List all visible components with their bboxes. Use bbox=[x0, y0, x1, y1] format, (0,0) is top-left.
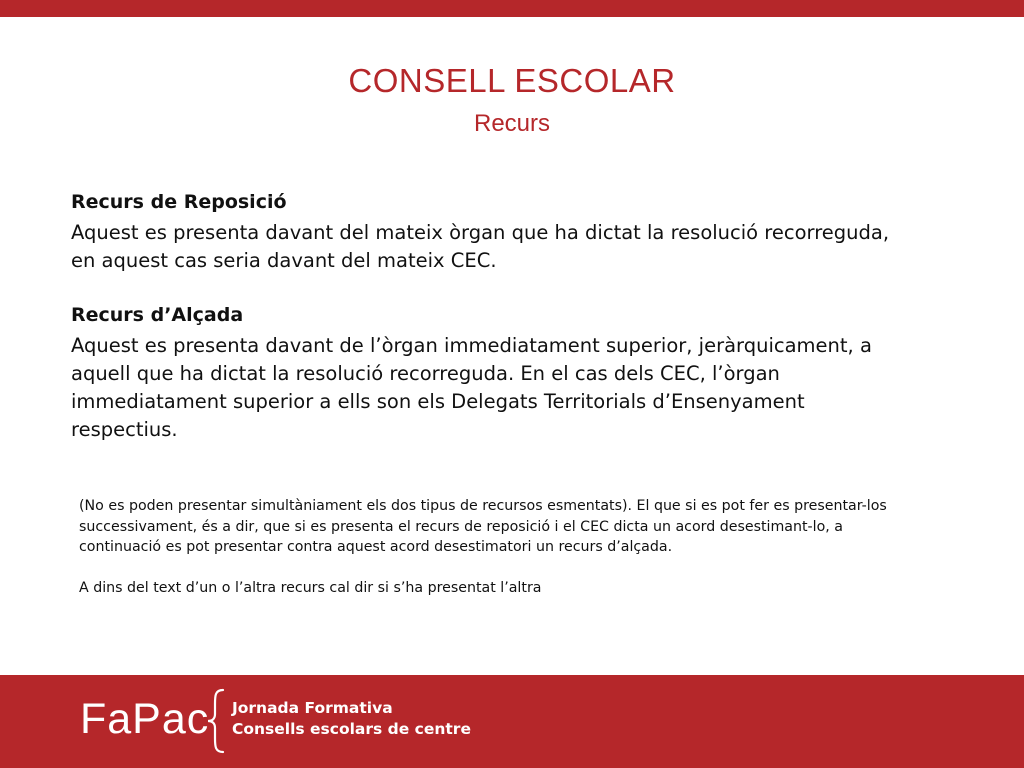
footer-line-event: Jornada Formativa bbox=[232, 699, 393, 717]
notes-block bbox=[79, 496, 899, 598]
fapac-logo-text: FaPac bbox=[80, 695, 210, 743]
section-body: Aquest es presenta davant del mateix òrgan que ha dictat la resolució recorreguda, en aquest cas seria davant del mateix CEC. bbox=[71, 221, 890, 272]
section-recurs-reposicio bbox=[71, 189, 901, 275]
note-paragraph: (No es poden presentar simultàniament els dos tipus de recursos esmentats). El que si es pot fer es presentar-los successivament, és a dir, que si es presenta el recurs de reposició i el CEC dicta un acord desestimant-lo, a continuació es pot presentar contra aquest acord desestimatori un recurs d’alçada. bbox=[79, 498, 887, 555]
section-heading: Recurs d’Alçada bbox=[71, 304, 244, 326]
section-recurs-alcada bbox=[71, 302, 901, 444]
footer-line-topic: Consells escolars de centre bbox=[232, 720, 471, 738]
section-heading: Recurs de Reposició bbox=[71, 191, 287, 213]
note-paragraph: A dins del text d’un o l’altra recurs cal dir si s’ha presentat l’altra bbox=[79, 579, 542, 596]
top-accent-bar bbox=[0, 0, 1024, 17]
slide-title: CONSELL ESCOLAR bbox=[348, 62, 676, 99]
curly-brace-icon bbox=[205, 688, 229, 754]
slide-subtitle: Recurs bbox=[473, 110, 551, 137]
section-body: Aquest es presenta davant de l’òrgan immediatament superior, jeràrquicament, a aquell que ha dictat la resolució recorreguda. En el cas dels CEC, l’òrgan immediatament superior a ells son els Delegats Territorials d’Ensenyament respectius. bbox=[71, 334, 872, 441]
footer-caption bbox=[232, 698, 471, 740]
